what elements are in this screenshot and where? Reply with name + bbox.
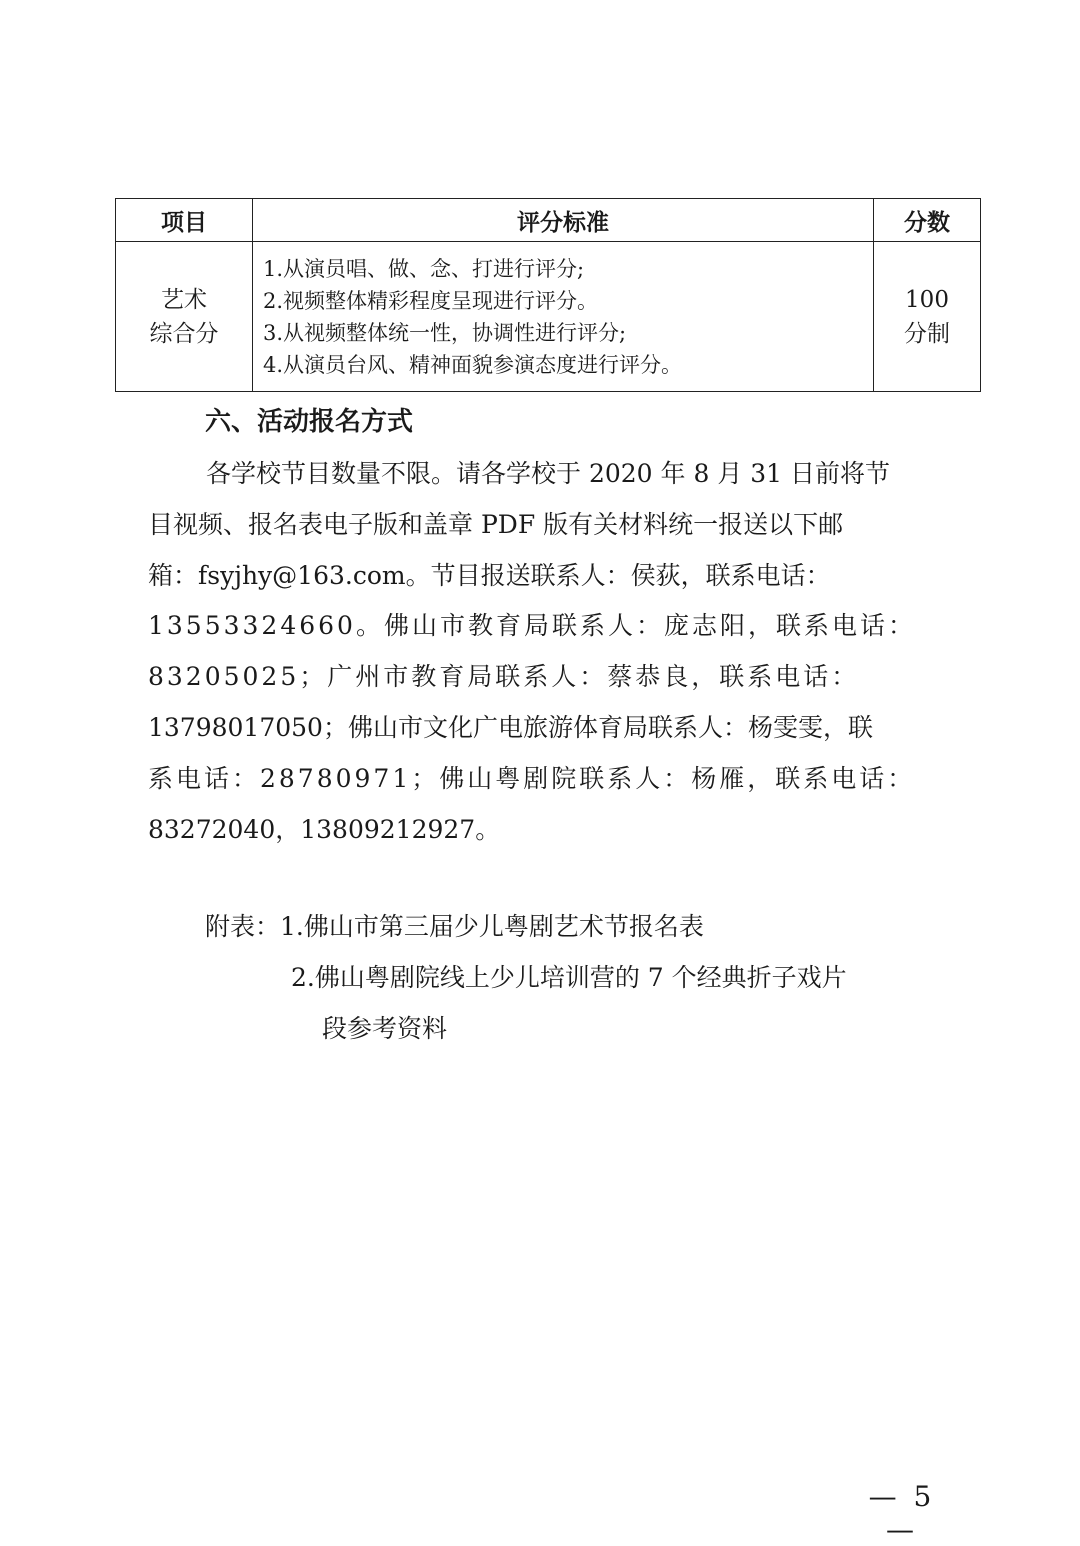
paragraph-line: 目视频、报名表电子版和盖章 PDF 版有关材料统一报送以下邮	[148, 509, 844, 539]
criteria-item: 2.视频整体精彩程度呈现进行评分。	[263, 288, 599, 313]
table-header-row	[116, 199, 981, 242]
score-unit: 分制	[904, 320, 950, 347]
header-score: 分数	[874, 199, 981, 242]
category-line: 综合分	[149, 320, 219, 347]
registration-paragraph	[148, 452, 948, 858]
section-heading: 六、活动报名方式	[205, 407, 414, 437]
paragraph-line: 箱：fsyjhy@163.com。节目报送联系人：侯荻，联系电话：	[148, 560, 831, 590]
appendix-item-2: 2.佛山粤剧院线上少儿培训营的 7 个经典折子戏片	[291, 963, 847, 992]
criteria-item: 3.从视频整体统一性，协调性进行评分;	[263, 320, 627, 345]
table-row	[116, 242, 981, 392]
criteria-item: 4.从演员台风、精神面貌参演态度进行评分。	[263, 352, 683, 377]
paragraph-line: 13553324660。佛山市教育局联系人：庞志阳，联系电话：	[148, 611, 916, 641]
header-criteria: 评分标准	[253, 199, 874, 242]
category-cell	[116, 242, 253, 392]
appendix-list	[205, 905, 965, 1058]
appendix-item-1	[205, 905, 965, 956]
appendix-item-1-text: 1.佛山市第三届少儿粤剧艺术节报名表	[280, 912, 704, 941]
paragraph-line: 83205025；广州市教育局联系人：蔡恭良，联系电话：	[148, 662, 860, 692]
header-item: 项目	[116, 199, 253, 242]
criteria-cell	[253, 242, 874, 392]
score-value: 100	[905, 286, 949, 313]
score-cell	[874, 242, 981, 392]
scoring-table	[115, 198, 981, 392]
appendix-item-2-continued: 段参考资料	[322, 1014, 448, 1043]
paragraph-line: 各学校节目数量不限。请各学校于 2020 年 8 月 31 日前将节	[206, 459, 891, 488]
paragraph-line: 83272040，13809212927。	[148, 814, 501, 844]
appendix-label: 附表：	[205, 912, 281, 941]
paragraph-line: 13798017050；佛山市文化广电旅游体育局联系人：杨雯雯，联	[148, 712, 873, 742]
paragraph-line: 系电话：28780971；佛山粤剧院联系人：杨雁，联系电话：	[148, 763, 916, 793]
page-number: — 5 —	[868, 1480, 936, 1546]
criteria-item: 1.从演员唱、做、念、打进行评分;	[263, 256, 585, 281]
category-line: 艺术	[161, 286, 207, 313]
